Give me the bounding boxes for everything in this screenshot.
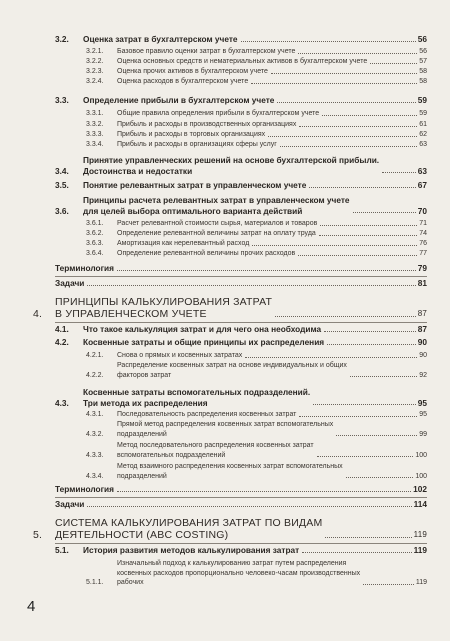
section-number: 4.2. xyxy=(55,337,69,347)
divider xyxy=(55,322,427,323)
toc-section-entry[interactable] xyxy=(55,387,427,408)
toc-subsection-entry[interactable] xyxy=(86,120,427,130)
title-line: Метод взаимного распределения косвенных затрат вспомогательных xyxy=(117,463,343,470)
subsection-number: 3.6.2. xyxy=(86,230,104,237)
chapter-number: 4. xyxy=(33,308,43,320)
dot-leader xyxy=(322,115,417,116)
section-title: Косвенные затраты и общие принципы их распределения xyxy=(83,337,325,347)
toc-subsection-entry[interactable] xyxy=(86,67,427,77)
toc-tasks-entry[interactable] xyxy=(55,278,427,289)
entry-title: Задачи xyxy=(55,499,85,509)
title-line: ДЕЯТЕЛЬНОСТИ (ABC COSTING) xyxy=(55,529,229,541)
toc-section-entry[interactable] xyxy=(55,95,427,106)
page-ref: 77 xyxy=(419,250,427,257)
section-title: Оценка затрат в бухгалтерском учете xyxy=(83,34,238,44)
page-ref: 79 xyxy=(417,263,427,273)
page-ref: 95 xyxy=(417,397,427,408)
chapter-number: 5. xyxy=(33,529,43,541)
dot-leader xyxy=(117,270,416,271)
subsection-number: 4.2.2. xyxy=(86,371,104,379)
divider xyxy=(55,276,427,277)
dot-leader xyxy=(363,584,414,585)
dot-leader xyxy=(299,416,417,417)
section-title: История развития методов калькулирования затрат xyxy=(83,545,300,555)
subsection-number: 3.6.4. xyxy=(86,250,104,257)
page-ref: 59 xyxy=(419,110,427,117)
page-ref: 95 xyxy=(419,411,427,418)
section-title xyxy=(83,195,350,216)
toc-subsection-entry[interactable] xyxy=(86,57,427,67)
divider xyxy=(55,497,427,498)
section-title: Что такое калькуляция затрат и для чего она необходима xyxy=(83,324,322,334)
toc-subsection-entry[interactable] xyxy=(86,441,427,460)
subsection-title xyxy=(117,420,333,439)
title-line: Три метода их распределения xyxy=(83,397,208,408)
subsection-number: 3.3.1. xyxy=(86,110,104,117)
subsection-number: 3.2.3. xyxy=(86,68,104,75)
dot-leader xyxy=(271,73,417,74)
dot-leader xyxy=(317,456,414,457)
divider xyxy=(55,543,427,544)
toc-section-entry[interactable] xyxy=(55,324,427,335)
subsection-title: Оценка расходов в бухгалтерском учете xyxy=(117,78,249,85)
page-ref: 90 xyxy=(419,352,427,359)
page-ref: 90 xyxy=(417,337,427,347)
toc-section-entry[interactable] xyxy=(55,180,427,191)
subsection-number: 3.3.4. xyxy=(86,141,104,148)
dot-leader xyxy=(275,316,416,317)
dot-leader xyxy=(251,83,417,84)
dot-leader xyxy=(325,537,411,538)
toc-subsection-entry[interactable] xyxy=(86,77,427,87)
toc-subsection-entry[interactable] xyxy=(86,109,427,119)
subsection-number: 3.6.1. xyxy=(86,220,104,227)
toc-subsection-entry[interactable] xyxy=(86,420,427,439)
toc-subsection-entry[interactable] xyxy=(86,239,427,249)
page-ref: 58 xyxy=(419,78,427,85)
title-line: Принятие управленческих решений на основе бухгалтерской прибыли. xyxy=(83,155,380,165)
page-ref: 63 xyxy=(419,141,427,148)
page-ref: 67 xyxy=(417,180,427,190)
page-ref: 114 xyxy=(413,499,427,509)
section-number: 4.3. xyxy=(55,397,69,408)
subsection-title: Оценка основных средств и нематериальных активов в бухгалтерском учете xyxy=(117,58,368,65)
toc-subsection-entry[interactable] xyxy=(86,361,427,380)
dot-leader xyxy=(299,126,417,127)
section-title: Определение прибыли в бухгалтерском учете xyxy=(83,95,275,105)
title-line: Распределение косвенных затрат на основе индивидуальных и общих xyxy=(117,362,347,369)
chapter-title xyxy=(55,517,322,541)
page-ref: 71 xyxy=(419,220,427,227)
toc-section-entry[interactable] xyxy=(55,337,427,348)
subsection-title xyxy=(117,559,360,588)
entry-title: Терминология xyxy=(55,263,114,273)
toc-subsection-entry[interactable] xyxy=(86,229,427,239)
toc-section-entry[interactable] xyxy=(55,195,427,216)
dot-leader xyxy=(245,357,417,358)
page-ref: 70 xyxy=(417,205,427,216)
title-line: рабочих xyxy=(117,579,144,586)
dot-leader xyxy=(346,477,414,478)
page-ref: 74 xyxy=(419,230,427,237)
subsection-title xyxy=(117,462,343,481)
subsection-number: 4.3.2. xyxy=(86,430,104,438)
toc-subsection-entry[interactable] xyxy=(86,351,427,361)
entry-title: Задачи xyxy=(55,278,85,288)
title-line: для целей выбора оптимального варианта действий xyxy=(83,205,303,216)
subsection-title: Прибыль и расходы в производственных организациях xyxy=(117,121,297,128)
title-line: Изначальный подход к калькулированию затрат путем распределения xyxy=(117,560,347,567)
subsection-title xyxy=(117,361,347,380)
page-ref: 57 xyxy=(419,58,427,65)
title-line: Достоинства и недостатки xyxy=(83,165,193,176)
section-number: 3.5. xyxy=(55,180,69,190)
subsection-number: 3.3.3. xyxy=(86,131,104,138)
toc-subsection-entry[interactable] xyxy=(86,559,427,588)
dot-leader xyxy=(280,146,417,147)
title-line: Прямой метод распределения косвенных затрат вспомогательных xyxy=(117,421,334,428)
page-number: 4 xyxy=(27,598,36,615)
title-line: вспомогательных подразделений xyxy=(117,451,226,459)
toc-subsection-entry[interactable] xyxy=(86,47,427,57)
title-line: Метод последовательного распределения косвенных затрат xyxy=(117,442,314,449)
page-ref: 87 xyxy=(417,324,427,334)
dot-leader xyxy=(241,41,416,42)
page-ref: 81 xyxy=(417,278,427,288)
section-number: 3.3. xyxy=(55,95,69,105)
title-line: Принципы расчета релевантных затрат в управленческом учете xyxy=(83,195,350,205)
subsection-title: Амортизация как нерелевантный расход xyxy=(117,240,250,247)
subsection-title: Общие правила определения прибыли в бухгалтерском учете xyxy=(117,110,320,117)
page-ref: 76 xyxy=(419,240,427,247)
title-line: факторов затрат xyxy=(117,371,172,379)
section-number: 3.4. xyxy=(55,165,69,176)
dot-leader xyxy=(353,212,416,213)
dot-leader xyxy=(268,136,417,137)
subsection-number: 5.1.1. xyxy=(86,579,104,586)
section-number: 5.1. xyxy=(55,545,69,555)
page-ref: 92 xyxy=(419,371,427,379)
subsection-number: 3.3.2. xyxy=(86,121,104,128)
toc-chapter-entry[interactable] xyxy=(33,517,427,541)
dot-leader xyxy=(252,245,417,246)
subsection-title: Последовательность распределения косвенных затрат xyxy=(117,411,297,418)
toc-subsection-entry[interactable] xyxy=(86,410,427,420)
toc-subsection-entry[interactable] xyxy=(86,140,427,150)
dot-leader xyxy=(87,285,415,286)
page-ref: 100 xyxy=(415,472,427,480)
section-title: Понятие релевантных затрат в управленческом учете xyxy=(83,180,307,190)
toc-subsection-entry[interactable] xyxy=(86,249,427,259)
page-ref: 99 xyxy=(419,430,427,438)
dot-leader xyxy=(370,63,417,64)
page-ref: 102 xyxy=(413,484,427,494)
dot-leader xyxy=(87,506,411,507)
subsection-number: 3.2.1. xyxy=(86,48,104,55)
toc-chapter-entry[interactable] xyxy=(33,296,427,320)
subsection-title xyxy=(117,441,314,460)
subsection-title: Расчет релевантной стоимости сырья, материалов и товаров xyxy=(117,220,318,227)
title-line: подразделений xyxy=(117,430,167,438)
dot-leader xyxy=(320,225,417,226)
dot-leader xyxy=(302,552,411,553)
page-ref: 100 xyxy=(415,451,427,459)
dot-leader xyxy=(382,172,416,173)
subsection-number: 4.3.4. xyxy=(86,472,104,480)
entry-title: Терминология xyxy=(55,484,114,494)
toc-section-entry[interactable] xyxy=(55,155,427,176)
page-ref: 119 xyxy=(415,579,427,586)
subsection-title: Оценка прочих активов в бухгалтерском учете xyxy=(117,68,268,75)
subsection-number: 3.2.4. xyxy=(86,78,104,85)
dot-leader xyxy=(324,331,416,332)
subsection-title: Снова о прямых и косвенных затратах xyxy=(117,352,243,359)
toc-tasks-entry[interactable] xyxy=(55,499,427,510)
subsection-number: 4.2.1. xyxy=(86,352,104,359)
subsection-title: Прибыль и расходы в торговых организациях xyxy=(117,131,266,138)
page-ref: 62 xyxy=(419,131,427,138)
dot-leader xyxy=(277,102,415,103)
page-ref: 63 xyxy=(417,165,427,176)
toc-terminology-entry[interactable] xyxy=(55,263,427,274)
page-ref: 119 xyxy=(413,530,427,539)
toc-terminology-entry[interactable] xyxy=(55,484,427,495)
subsection-number: 3.2.2. xyxy=(86,58,104,65)
page-ref: 119 xyxy=(413,545,427,555)
title-line: Косвенные затраты вспомогательных подразделений. xyxy=(83,387,311,397)
section-number: 3.2. xyxy=(55,34,69,44)
page-ref: 59 xyxy=(417,95,427,105)
subsection-number: 3.6.3. xyxy=(86,240,104,247)
page-ref: 87 xyxy=(417,309,427,318)
dot-leader xyxy=(350,376,417,377)
dot-leader xyxy=(313,404,416,405)
toc-subsection-entry[interactable] xyxy=(86,462,427,481)
title-line: подразделений xyxy=(117,472,167,480)
section-title xyxy=(83,387,310,408)
toc-subsection-entry[interactable] xyxy=(86,219,427,229)
dot-leader xyxy=(327,344,416,345)
subsection-number: 4.3.1. xyxy=(86,411,104,418)
toc-section-entry[interactable] xyxy=(55,34,427,45)
section-title xyxy=(83,155,379,176)
dot-leader xyxy=(298,255,417,256)
title-line: В УПРАВЛЕНЧЕСКОМ УЧЕТЕ xyxy=(55,308,207,320)
dot-leader xyxy=(117,491,411,492)
page-ref: 56 xyxy=(419,48,427,55)
subsection-title: Прибыль и расходы в организациях сферы услуг xyxy=(117,141,277,148)
dot-leader xyxy=(336,435,417,436)
subsection-number: 4.3.3. xyxy=(86,451,104,459)
title-line: СИСТЕМА КАЛЬКУЛИРОВАНИЯ ЗАТРАТ ПО ВИДАМ xyxy=(55,517,323,529)
page-ref: 61 xyxy=(419,121,427,128)
subsection-title: Базовое правило оценки затрат в бухгалтерском учете xyxy=(117,48,296,55)
toc-section-entry[interactable] xyxy=(55,545,427,556)
toc-subsection-entry[interactable] xyxy=(86,130,427,140)
subsection-title: Определение релевантной величины прочих расходов xyxy=(117,250,296,257)
dot-leader xyxy=(298,53,417,54)
section-number: 4.1. xyxy=(55,324,69,334)
page-ref: 58 xyxy=(419,68,427,75)
section-number: 3.6. xyxy=(55,205,69,216)
dot-leader xyxy=(309,187,415,188)
chapter-title xyxy=(55,296,272,320)
dot-leader xyxy=(319,235,417,236)
page-ref: 56 xyxy=(417,34,427,44)
subsection-title: Определение релевантной величины затрат на оплату труда xyxy=(117,230,316,237)
title-line: косвенных расходов пропорционально человеко-часам производственных xyxy=(117,569,361,577)
title-line: ПРИНЦИПЫ КАЛЬКУЛИРОВАНИЯ ЗАТРАТ xyxy=(55,296,273,308)
